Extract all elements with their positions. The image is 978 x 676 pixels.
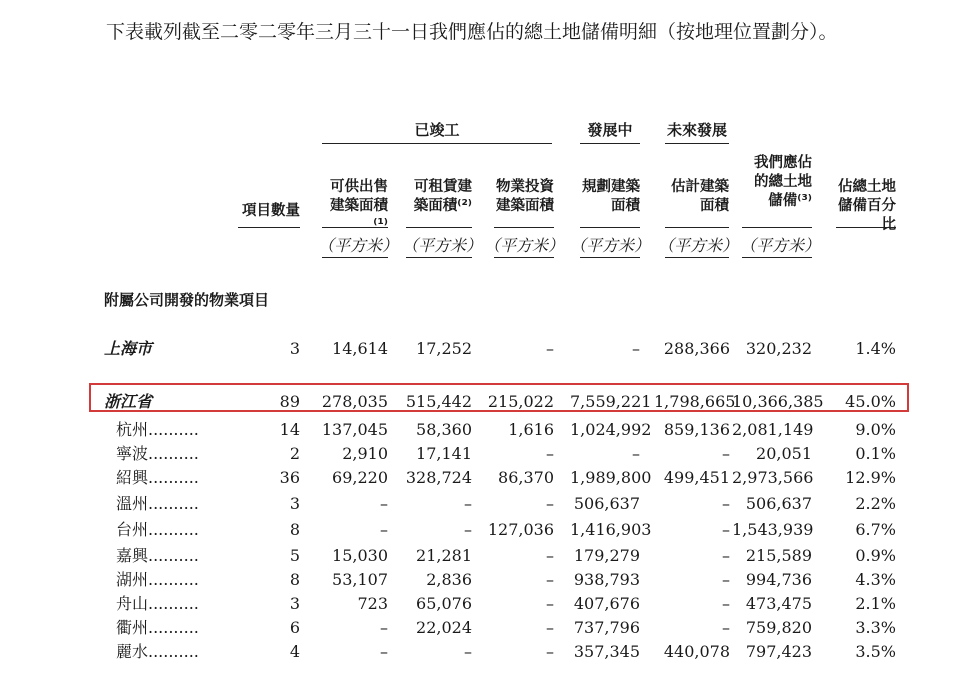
table-cell: 86,370 <box>498 468 554 487</box>
table-cell: 473,475 <box>745 594 812 613</box>
table-cell: 3.5% <box>855 642 896 661</box>
table-cell: 759,820 <box>745 618 812 637</box>
table-cell: 506,637 <box>573 494 640 513</box>
table-cell: 0.9% <box>855 546 896 565</box>
table-cell: 2,910 <box>342 444 388 463</box>
header-rule-1 <box>238 227 300 228</box>
table-cell: 440,078 <box>663 642 730 661</box>
table-cell: 65,076 <box>416 594 472 613</box>
group-under-development: 發展中 <box>587 121 633 139</box>
table-row <box>0 467 978 489</box>
group-completed-rule <box>322 143 552 144</box>
table-cell: 1,616 <box>508 420 554 439</box>
table-cell: – <box>546 546 554 565</box>
table-cell: 137,045 <box>321 420 388 439</box>
header-total-land-bank: 我們應佔的總土地儲備⁽³⁾ <box>754 155 812 209</box>
table-cell: 3 <box>289 594 300 613</box>
table-cell: 1,989,800 <box>570 468 652 487</box>
table-cell: 1,416,903 <box>570 520 652 539</box>
region-name: 上海市 <box>104 339 153 358</box>
highlight-box <box>89 383 909 412</box>
table-cell: – <box>546 594 554 613</box>
table-cell: – <box>722 618 730 637</box>
unit-label: （平方米） <box>658 236 739 255</box>
header-gfa-investment: 物業投資建築面積 <box>496 179 554 214</box>
unit-rule <box>322 257 388 258</box>
header-rule-2 <box>322 227 388 228</box>
table-cell: – <box>546 339 554 358</box>
table-cell: – <box>546 642 554 661</box>
table-cell: 288,366 <box>663 339 730 358</box>
table-cell: 506,637 <box>745 494 812 513</box>
group-future-development: 未來發展 <box>666 121 727 139</box>
table-cell: 6.7% <box>855 520 896 539</box>
table-cell: – <box>546 444 554 463</box>
table-cell: 17,252 <box>416 339 472 358</box>
unit-rule <box>494 257 554 258</box>
header-rule-7 <box>742 227 812 228</box>
header-gfa-lease: 可租賃建築面積⁽²⁾ <box>413 179 472 214</box>
table-cell: 215,589 <box>745 546 812 565</box>
table-cell: 58,360 <box>416 420 472 439</box>
table-cell: 5 <box>289 546 300 565</box>
header-gfa-sale: 可供出售建築面積⁽¹⁾ <box>330 179 388 233</box>
table-cell: – <box>546 494 554 513</box>
unit-label: （平方米） <box>402 236 483 255</box>
table-cell: 278,035 <box>321 392 388 411</box>
table-cell: 737,796 <box>573 618 640 637</box>
table-cell: – <box>722 444 730 463</box>
unit-rule <box>580 257 640 258</box>
table-cell: 3.3% <box>855 618 896 637</box>
header-rule-8 <box>836 227 896 228</box>
header-rule-4 <box>494 227 554 228</box>
table-row <box>0 569 978 591</box>
table-cell: – <box>464 494 472 513</box>
table-cell: 8 <box>289 520 300 539</box>
table-cell: 3 <box>289 339 300 358</box>
header-rule-6 <box>665 227 729 228</box>
table-cell: – <box>380 618 388 637</box>
region-name: 嘉興.......... <box>116 546 199 565</box>
table-cell: 499,451 <box>663 468 730 487</box>
table-row <box>0 617 978 639</box>
region-name: 衢州.......... <box>116 618 199 637</box>
table-cell: 9.0% <box>855 420 896 439</box>
region-name: 溫州.......... <box>116 494 199 513</box>
table-cell: – <box>464 520 472 539</box>
table-cell: – <box>722 494 730 513</box>
group-completed: 已竣工 <box>414 121 460 139</box>
table-cell: 17,141 <box>416 444 472 463</box>
table-cell: 3 <box>289 494 300 513</box>
table-cell: 994,736 <box>745 570 812 589</box>
table-cell: 14 <box>279 420 300 439</box>
header-gfa-planned: 規劃建築面積 <box>582 179 640 214</box>
table-cell: – <box>722 520 730 539</box>
table-cell: 215,022 <box>487 392 554 411</box>
unit-rule <box>406 257 472 258</box>
group-under-development-rule <box>580 143 640 144</box>
table-cell: 2.1% <box>855 594 896 613</box>
table-cell: 36 <box>279 468 300 487</box>
table-cell: 859,136 <box>663 420 730 439</box>
table-cell: – <box>380 520 388 539</box>
table-cell: – <box>632 444 640 463</box>
table-row <box>0 443 978 465</box>
table-cell: 53,107 <box>332 570 388 589</box>
table-row <box>0 641 978 663</box>
table-cell: 15,030 <box>332 546 388 565</box>
region-name: 麗水.......... <box>116 642 199 661</box>
table-cell: – <box>722 546 730 565</box>
table-cell: – <box>632 339 640 358</box>
table-cell: – <box>464 642 472 661</box>
table-cell: 8 <box>289 570 300 589</box>
table-cell: 45.0% <box>845 392 896 411</box>
unit-rule <box>742 257 812 258</box>
table-cell: 4 <box>289 642 300 661</box>
table-cell: 2,836 <box>426 570 472 589</box>
table-cell: 6 <box>289 618 300 637</box>
intro-paragraph: 下表載列截至二零二零年三月三十一日我們應佔的總土地儲備明細（按地理位置劃分）。 <box>106 21 838 43</box>
table-cell: 723 <box>357 594 388 613</box>
group-future-development-rule <box>665 143 729 144</box>
table-cell: 2 <box>289 444 300 463</box>
table-cell: 407,676 <box>573 594 640 613</box>
table-cell: – <box>546 618 554 637</box>
unit-label: （平方米） <box>484 236 565 255</box>
header-gfa-estimated: 估計建築面積 <box>671 179 729 214</box>
table-cell: 2,081,149 <box>732 420 814 439</box>
table-cell: 0.1% <box>855 444 896 463</box>
table-cell: 320,232 <box>745 339 812 358</box>
table-cell: 10,366,385 <box>732 392 824 411</box>
table-cell: 12.9% <box>845 468 896 487</box>
table-cell: 22,024 <box>416 618 472 637</box>
table-cell: 938,793 <box>573 570 640 589</box>
header-rule-5 <box>580 227 640 228</box>
table-cell: 1,024,992 <box>570 420 652 439</box>
table-cell: 2,973,566 <box>732 468 814 487</box>
table-cell: 797,423 <box>745 642 812 661</box>
table-cell: 1.4% <box>855 339 896 358</box>
unit-label: （平方米） <box>740 236 821 255</box>
region-name: 舟山.......... <box>116 594 199 613</box>
table-cell: 20,051 <box>756 444 812 463</box>
table-cell: 127,036 <box>487 520 554 539</box>
table-cell: 21,281 <box>416 546 472 565</box>
table-row <box>0 545 978 567</box>
table-cell: 515,442 <box>405 392 472 411</box>
region-name: 紹興.......... <box>116 468 199 487</box>
region-name: 台州.......... <box>116 520 199 539</box>
table-cell: 328,724 <box>405 468 472 487</box>
header-rule-3 <box>406 227 472 228</box>
table-row <box>0 593 978 615</box>
table-row <box>0 419 978 441</box>
table-cell: 1,798,665 <box>654 392 736 411</box>
table-cell: 7,559,221 <box>570 392 652 411</box>
unit-label: （平方米） <box>318 236 399 255</box>
table-row <box>0 519 978 541</box>
unit-rule <box>665 257 729 258</box>
header-num-projects: 項目數量 <box>242 203 300 219</box>
unit-label: （平方米） <box>570 236 651 255</box>
region-name: 浙江省 <box>104 392 153 411</box>
region-name: 寧波.......... <box>116 444 199 463</box>
region-name: 湖州.......... <box>116 570 199 589</box>
table-row <box>0 493 978 515</box>
table-cell: – <box>722 570 730 589</box>
table-cell: 14,614 <box>332 339 388 358</box>
table-cell: 2.2% <box>855 494 896 513</box>
table-cell: 179,279 <box>573 546 640 565</box>
table-cell: – <box>546 570 554 589</box>
table-cell: – <box>380 642 388 661</box>
table-cell: 69,220 <box>332 468 388 487</box>
header-percentage: 佔總土地儲備百分比 <box>838 179 896 233</box>
table-cell: – <box>380 494 388 513</box>
section-title: 附屬公司開發的物業項目 <box>104 291 270 309</box>
table-cell: 4.3% <box>855 570 896 589</box>
table-cell: – <box>722 594 730 613</box>
table-cell: 89 <box>279 392 300 411</box>
table-cell: 357,345 <box>573 642 640 661</box>
table-row <box>0 338 978 360</box>
region-name: 杭州.......... <box>116 420 199 439</box>
table-cell: 1,543,939 <box>732 520 814 539</box>
